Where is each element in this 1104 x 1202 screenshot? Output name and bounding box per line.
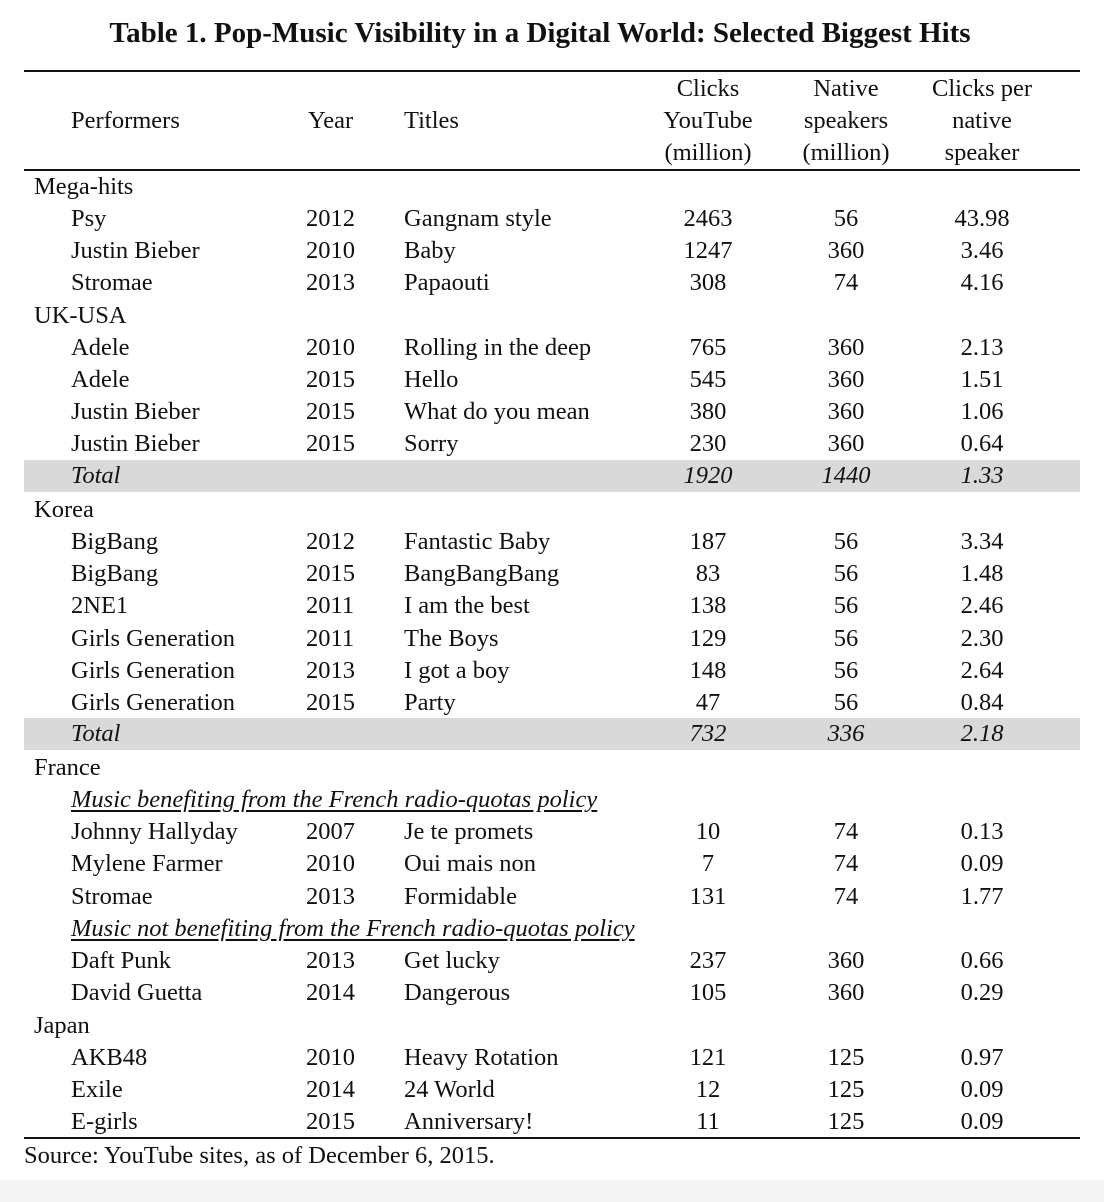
year-cell: 2010 bbox=[306, 237, 355, 264]
header-clicks-line3: (million) bbox=[664, 139, 752, 166]
title-cell: Party bbox=[404, 689, 456, 716]
clicks-per-speaker-cell: 0.84 bbox=[960, 689, 1004, 716]
table-row bbox=[24, 945, 1080, 977]
section-row bbox=[24, 300, 1080, 332]
table-row bbox=[24, 848, 1080, 880]
header-native-line3: (million) bbox=[802, 139, 890, 166]
performer-cell: BigBang bbox=[71, 528, 159, 555]
clicks-per-speaker-cell: 2.13 bbox=[960, 334, 1004, 361]
native-speakers-cell: 125 bbox=[827, 1044, 865, 1071]
title-cell: Rolling in the deep bbox=[404, 334, 592, 361]
table-row bbox=[24, 1074, 1080, 1106]
native-speakers-cell: 74 bbox=[833, 818, 859, 845]
year-cell: 2010 bbox=[306, 1044, 355, 1071]
subhead-label: Music not benefiting from the French radio-quotas policy bbox=[71, 915, 635, 942]
table-row bbox=[24, 396, 1080, 428]
performer-cell: Justin Bieber bbox=[71, 430, 200, 457]
performer-cell: Girls Generation bbox=[71, 689, 235, 716]
year-cell: 2015 bbox=[306, 398, 355, 425]
year-cell: 2015 bbox=[306, 1108, 355, 1135]
year-cell: 2015 bbox=[306, 560, 355, 587]
performer-cell: AKB48 bbox=[71, 1044, 148, 1071]
clicks-per-speaker-cell: 0.29 bbox=[960, 979, 1004, 1006]
performer-cell: Adele bbox=[71, 334, 130, 361]
native-speakers-cell: 360 bbox=[827, 366, 865, 393]
native-speakers-cell: 125 bbox=[827, 1108, 865, 1135]
year-cell: 2015 bbox=[306, 366, 355, 393]
clicks-cell: 187 bbox=[689, 528, 727, 555]
year-cell: 2014 bbox=[306, 979, 355, 1006]
clicks-per-speaker-cell: 1.77 bbox=[960, 883, 1004, 910]
clicks-per-speaker-cell: 2.64 bbox=[960, 657, 1004, 684]
header-native-line1: Native bbox=[813, 75, 879, 102]
performer-cell: Mylene Farmer bbox=[71, 850, 223, 877]
performer-cell: Adele bbox=[71, 366, 130, 393]
table-row bbox=[24, 203, 1080, 235]
clicks-per-speaker-cell: 0.09 bbox=[960, 1108, 1004, 1135]
clicks-cell: 765 bbox=[689, 334, 727, 361]
native-speakers-cell: 74 bbox=[833, 850, 859, 877]
performer-cell: 2NE1 bbox=[71, 592, 129, 619]
title-cell: Gangnam style bbox=[404, 205, 552, 232]
clicks-cell: 11 bbox=[696, 1108, 720, 1135]
header-clicks-youtube bbox=[648, 73, 768, 169]
title-cell: Hello bbox=[404, 366, 459, 393]
performer-cell: Girls Generation bbox=[71, 657, 235, 684]
title-cell: Get lucky bbox=[404, 947, 500, 974]
title-cell: Anniversary! bbox=[404, 1108, 534, 1135]
table-row bbox=[24, 235, 1080, 267]
title-cell: 24 World bbox=[404, 1076, 495, 1103]
header-cpn-line3: speaker bbox=[944, 139, 1020, 166]
clicks-cell: 7 bbox=[701, 850, 715, 877]
bottom-rule bbox=[24, 1137, 1080, 1139]
performer-cell: Girls Generation bbox=[71, 625, 235, 652]
clicks-cell: 10 bbox=[695, 818, 721, 845]
native-speakers-cell: 360 bbox=[827, 334, 865, 361]
clicks-per-speaker-cell: 2.30 bbox=[960, 625, 1004, 652]
total-native-speakers-cell: 1440 bbox=[821, 462, 871, 489]
clicks-per-speaker-cell: 3.46 bbox=[960, 237, 1004, 264]
performer-cell: Stromae bbox=[71, 269, 153, 296]
title-cell: Sorry bbox=[404, 430, 459, 457]
clicks-per-speaker-cell: 1.48 bbox=[960, 560, 1004, 587]
header-native-line2: speakers bbox=[803, 107, 889, 134]
clicks-cell: 121 bbox=[689, 1044, 727, 1071]
clicks-cell: 105 bbox=[689, 979, 727, 1006]
header-year: Year bbox=[308, 107, 354, 134]
section-row bbox=[24, 171, 1080, 203]
total-native-speakers-cell: 336 bbox=[827, 720, 865, 747]
section-row bbox=[24, 1010, 1080, 1042]
clicks-per-speaker-cell: 0.09 bbox=[960, 850, 1004, 877]
title-cell: The Boys bbox=[404, 625, 499, 652]
header-native-speakers bbox=[786, 73, 906, 169]
total-clicks-cell: 732 bbox=[689, 720, 727, 747]
section-label: France bbox=[34, 754, 101, 781]
clicks-cell: 1247 bbox=[683, 237, 733, 264]
title-cell: I am the best bbox=[404, 592, 530, 619]
clicks-cell: 380 bbox=[689, 398, 727, 425]
table-row bbox=[24, 526, 1080, 558]
header-cpn-line2: native bbox=[952, 107, 1012, 134]
title-cell: Papaouti bbox=[404, 269, 490, 296]
table-row bbox=[24, 687, 1080, 719]
title-cell: Dangerous bbox=[404, 979, 511, 1006]
native-speakers-cell: 360 bbox=[827, 430, 865, 457]
header-performers: Performers bbox=[71, 107, 180, 134]
subhead-label: Music benefiting from the French radio-quotas policy bbox=[71, 786, 598, 813]
section-row bbox=[24, 494, 1080, 526]
performer-cell: Daft Punk bbox=[71, 947, 172, 974]
title-cell: BangBangBang bbox=[404, 560, 560, 587]
native-speakers-cell: 360 bbox=[827, 947, 865, 974]
table-row bbox=[24, 558, 1080, 590]
native-speakers-cell: 360 bbox=[827, 398, 865, 425]
title-cell: What do you mean bbox=[404, 398, 590, 425]
header-clicks-per-native bbox=[922, 73, 1042, 169]
year-cell: 2012 bbox=[306, 528, 355, 555]
table-row bbox=[24, 364, 1080, 396]
section-label: UK-USA bbox=[34, 302, 127, 329]
clicks-per-speaker-cell: 0.66 bbox=[960, 947, 1004, 974]
clicks-per-speaker-cell: 2.46 bbox=[960, 592, 1004, 619]
table-row bbox=[24, 655, 1080, 687]
clicks-per-speaker-cell: 4.16 bbox=[960, 269, 1004, 296]
year-cell: 2011 bbox=[306, 625, 355, 652]
total-clicks-per-speaker-cell: 2.18 bbox=[960, 720, 1004, 747]
clicks-cell: 148 bbox=[689, 657, 727, 684]
title-cell: I got a boy bbox=[404, 657, 510, 684]
header-clicks-line2: YouTube bbox=[663, 107, 753, 134]
native-speakers-cell: 56 bbox=[833, 657, 859, 684]
table-row bbox=[24, 816, 1080, 848]
native-speakers-cell: 74 bbox=[833, 269, 859, 296]
native-speakers-cell: 56 bbox=[833, 689, 859, 716]
total-row bbox=[24, 460, 1080, 492]
clicks-cell: 2463 bbox=[683, 205, 733, 232]
year-cell: 2015 bbox=[306, 689, 355, 716]
table-row bbox=[24, 1106, 1080, 1138]
table-row bbox=[24, 1042, 1080, 1074]
clicks-per-speaker-cell: 1.51 bbox=[960, 366, 1004, 393]
table-row bbox=[24, 977, 1080, 1009]
performer-cell: Justin Bieber bbox=[71, 398, 200, 425]
performer-cell: Johnny Hallyday bbox=[71, 818, 238, 845]
year-cell: 2013 bbox=[306, 883, 355, 910]
clicks-per-speaker-cell: 1.06 bbox=[960, 398, 1004, 425]
source-note: Source: YouTube sites, as of December 6, 2015. bbox=[24, 1142, 495, 1169]
table-row bbox=[24, 267, 1080, 299]
total-clicks-cell: 1920 bbox=[683, 462, 733, 489]
performer-cell: Stromae bbox=[71, 883, 153, 910]
clicks-per-speaker-cell: 0.13 bbox=[960, 818, 1004, 845]
table-row bbox=[24, 590, 1080, 622]
header-titles: Titles bbox=[404, 107, 459, 134]
subhead-row bbox=[24, 784, 1080, 816]
clicks-cell: 131 bbox=[689, 883, 727, 910]
subhead-row bbox=[24, 913, 1080, 945]
header-clicks-line1: Clicks bbox=[676, 75, 740, 102]
total-row bbox=[24, 718, 1080, 750]
native-speakers-cell: 56 bbox=[833, 205, 859, 232]
year-cell: 2007 bbox=[306, 818, 355, 845]
table-row bbox=[24, 623, 1080, 655]
clicks-cell: 308 bbox=[689, 269, 727, 296]
native-speakers-cell: 56 bbox=[833, 625, 859, 652]
title-cell: Oui mais non bbox=[404, 850, 537, 877]
clicks-per-speaker-cell: 43.98 bbox=[954, 205, 1010, 232]
year-cell: 2014 bbox=[306, 1076, 355, 1103]
clicks-per-speaker-cell: 3.34 bbox=[960, 528, 1004, 555]
table-row bbox=[24, 881, 1080, 913]
clicks-cell: 83 bbox=[695, 560, 721, 587]
clicks-cell: 545 bbox=[689, 366, 727, 393]
section-label: Korea bbox=[34, 496, 94, 523]
year-cell: 2013 bbox=[306, 657, 355, 684]
top-rule bbox=[24, 70, 1080, 72]
total-label: Total bbox=[71, 720, 121, 747]
year-cell: 2015 bbox=[306, 430, 355, 457]
year-cell: 2013 bbox=[306, 947, 355, 974]
native-speakers-cell: 56 bbox=[833, 528, 859, 555]
performer-cell: E-girls bbox=[71, 1108, 138, 1135]
title-cell: Formidable bbox=[404, 883, 517, 910]
native-speakers-cell: 56 bbox=[833, 592, 859, 619]
total-label: Total bbox=[71, 462, 121, 489]
year-cell: 2010 bbox=[306, 850, 355, 877]
year-cell: 2010 bbox=[306, 334, 355, 361]
clicks-per-speaker-cell: 0.64 bbox=[960, 430, 1004, 457]
year-cell: 2013 bbox=[306, 269, 355, 296]
section-label: Japan bbox=[34, 1012, 90, 1039]
title-cell: Fantastic Baby bbox=[404, 528, 551, 555]
performer-cell: BigBang bbox=[71, 560, 159, 587]
performer-cell: Justin Bieber bbox=[71, 237, 200, 264]
title-cell: Heavy Rotation bbox=[404, 1044, 559, 1071]
clicks-per-speaker-cell: 0.09 bbox=[960, 1076, 1004, 1103]
native-speakers-cell: 74 bbox=[833, 883, 859, 910]
native-speakers-cell: 56 bbox=[833, 560, 859, 587]
header-cpn-line1: Clicks per bbox=[931, 75, 1033, 102]
table-title: Table 1. Pop-Music Visibility in a Digital World: Selected Biggest Hits bbox=[109, 17, 971, 49]
total-clicks-per-speaker-cell: 1.33 bbox=[960, 462, 1004, 489]
title-cell: Je te promets bbox=[404, 818, 534, 845]
section-row bbox=[24, 752, 1080, 784]
clicks-cell: 138 bbox=[689, 592, 727, 619]
native-speakers-cell: 360 bbox=[827, 979, 865, 1006]
page-bottom-band bbox=[0, 1180, 1104, 1202]
clicks-cell: 47 bbox=[695, 689, 721, 716]
performer-cell: Exile bbox=[71, 1076, 123, 1103]
native-speakers-cell: 360 bbox=[827, 237, 865, 264]
year-cell: 2012 bbox=[306, 205, 355, 232]
title-cell: Baby bbox=[404, 237, 456, 264]
clicks-cell: 12 bbox=[695, 1076, 721, 1103]
performer-cell: Psy bbox=[71, 205, 107, 232]
clicks-cell: 230 bbox=[689, 430, 727, 457]
performer-cell: David Guetta bbox=[71, 979, 203, 1006]
table-row bbox=[24, 332, 1080, 364]
year-cell: 2011 bbox=[306, 592, 355, 619]
table-row bbox=[24, 428, 1080, 460]
clicks-cell: 129 bbox=[689, 625, 727, 652]
native-speakers-cell: 125 bbox=[827, 1076, 865, 1103]
section-label: Mega-hits bbox=[34, 173, 134, 200]
clicks-per-speaker-cell: 0.97 bbox=[960, 1044, 1004, 1071]
clicks-cell: 237 bbox=[689, 947, 727, 974]
